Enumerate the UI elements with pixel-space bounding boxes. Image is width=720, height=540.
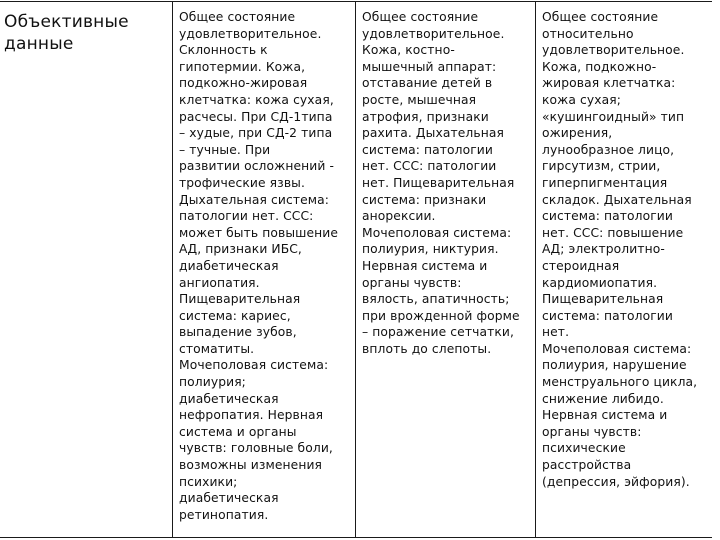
table-cell-column-1 [172,2,355,537]
cell-text-column-3: Общее состояние относительно удовлетворительное. Кожа, подкожно- жировая клетчатка: кожа сухая; «кушингоидный» тип ожирения, лунообразное лицо, гирсутизм, стрии, гиперпигментация складок. Дыхательная система: патологии нет. ССС: повышение АД; электролитно- стероидная кардиомиопатия. Пищеварительная система: патологии нет. Мочеполовая система: полиурия, нарушение менструального цикла, снижение либидо. Нервная система и органы чувств: психические расстройства (депрессия, эйфория). [542,10,698,489]
table-cell-column-3 [535,2,712,537]
objective-data-table [0,1,712,538]
cell-text-column-2: Общее состояние удовлетворительное. Кожа, костно- мышечный аппарат: отставание детей в росте, мышечная атрофия, признаки рахита. Дыхательная система: патологии нет. ССС: патологии нет. Пищеварительная система: признаки анорексии. Мочеполовая система: полиурия, никтурия. Нервная система и органы чувств: вялость, апатичность; при врожденной форме – поражение сетчатки, вплоть до слепоты. [362,10,520,356]
cell-text-column-1: Общее состояние удовлетворительное. Склонность к гипотермии. Кожа, подкожно-жировая клетчатка: кожа сухая, расчесы. При СД-1типа – худые, при СД-2 типа – тучные. При развитии осложнений - трофические язвы. Дыхательная система: патологии нет. ССС: может быть повышение АД, признаки ИБС, диабетическая ангиопатия. Пищеварительная система: кариес, выпадение зубов, стоматиты. Мочеполовая система: полиурия; диабетическая нефропатия. Нервная система и органы чувств: головные боли, возможны изменения психики; диабетическая ретинопатия. [179,10,339,522]
row-header-label: Объективные данные [4,12,129,54]
row-header-cell [0,2,172,537]
table-cell-column-2 [355,2,535,537]
